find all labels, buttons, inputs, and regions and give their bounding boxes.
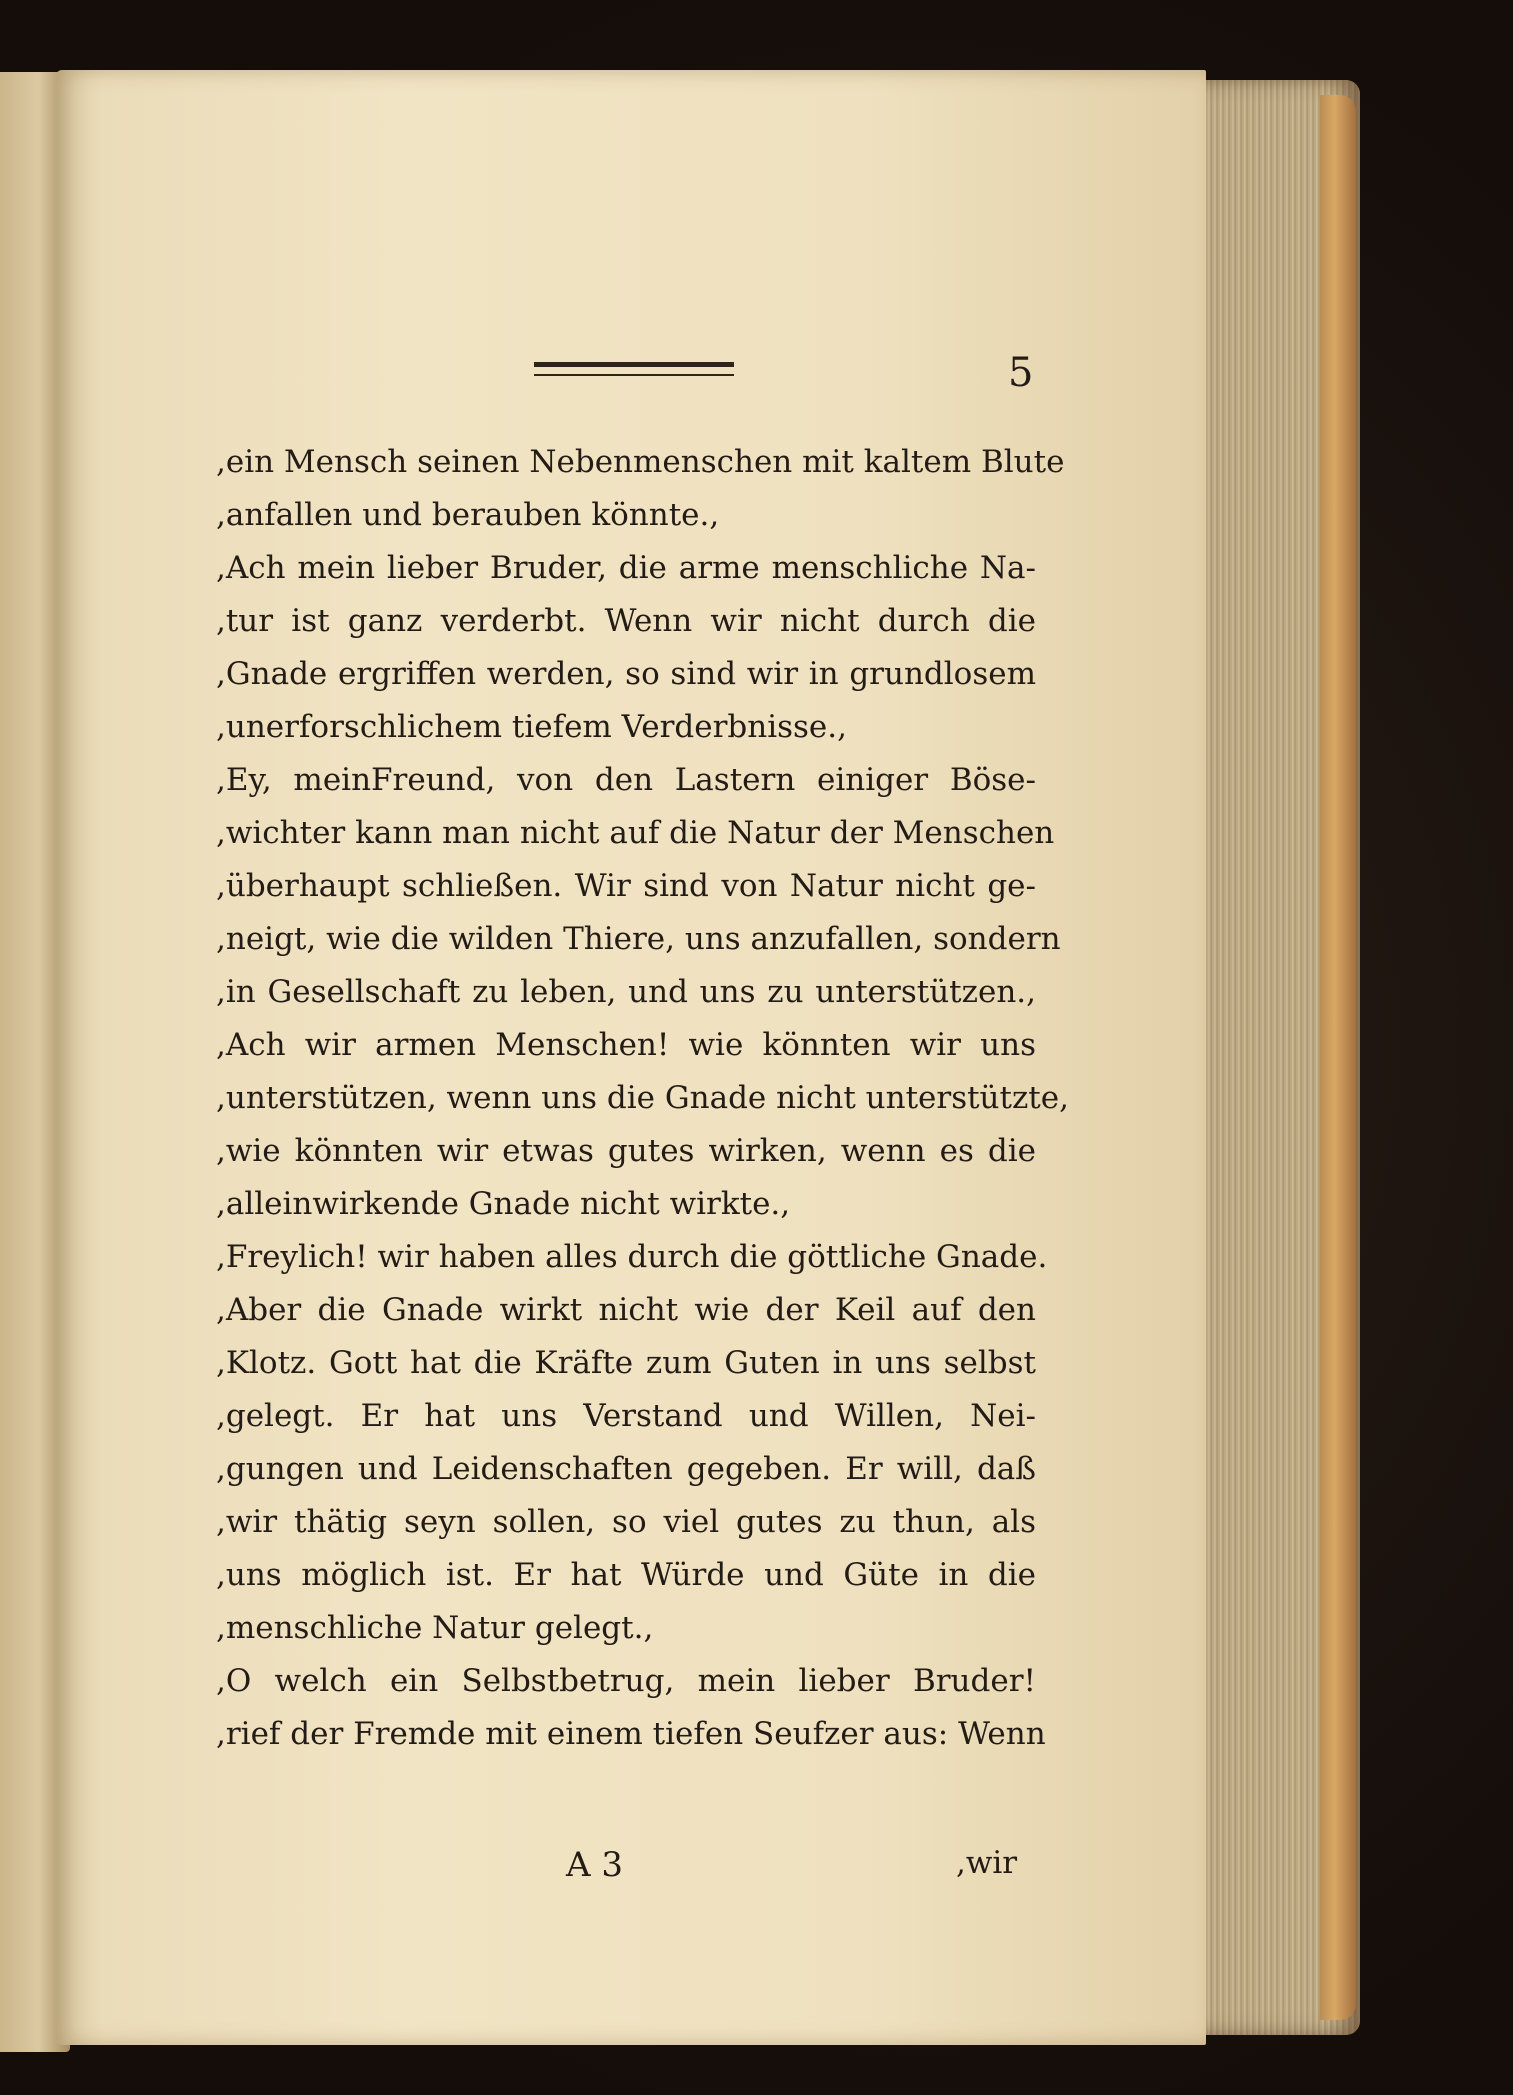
text-line: ,alleinwirkende Gnade nicht wirkte.,: [216, 1186, 791, 1222]
text-line: ,wie könnten wir etwas gutes wirken, wenn es die: [216, 1133, 1036, 1169]
signature-mark: A 3: [566, 1845, 623, 1885]
text-line: ,in Gesellschaft zu leben, und uns zu unterstützen.,: [216, 974, 1036, 1010]
text-line: ,wichter kann man nicht auf die Natur der Menschen: [216, 815, 1055, 851]
text-line: ,O welch ein Selbstbetrug, mein lieber Bruder!: [216, 1663, 1036, 1699]
text-line: ,gelegt. Er hat uns Verstand und Willen, Nei-: [216, 1398, 1036, 1434]
text-line: ,Ach mein lieber Bruder, die arme menschliche Na-: [216, 550, 1036, 586]
text-line: ,ein Mensch seinen Nebenmenschen mit kaltem Blute: [216, 444, 1065, 480]
text-line: ,Ey, meinFreund, von den Lastern einiger Böse-: [216, 762, 1036, 798]
text-line: ,unerforschlichem tiefem Verderbnisse.,: [216, 709, 847, 745]
text-line: ,gungen und Leidenschaften gegeben. Er will, daß: [216, 1451, 1036, 1487]
header-rule: [534, 362, 734, 376]
page-number: 5: [1008, 350, 1034, 396]
text-line: ,unterstützen, wenn uns die Gnade nicht unterstützte,: [216, 1080, 1069, 1116]
text-line: ,anfallen und berauben könnte.,: [216, 497, 720, 533]
text-line: ,überhaupt schließen. Wir sind von Natur nicht ge-: [216, 868, 1036, 904]
book-cover-edge: [1320, 95, 1356, 2020]
book-page: [56, 70, 1206, 2045]
text-line: ,Ach wir armen Menschen! wie könnten wir uns: [216, 1027, 1036, 1063]
text-line: ,tur ist ganz verderbt. Wenn wir nicht durch die: [216, 603, 1036, 639]
text-line: ,Freylich! wir haben alles durch die göttliche Gnade.: [216, 1239, 1048, 1275]
text-line: ,rief der Fremde mit einem tiefen Seufzer aus: Wenn: [216, 1716, 1046, 1752]
text-line: ,wir thätig seyn sollen, so viel gutes zu thun, als: [216, 1504, 1036, 1540]
text-line: ,Klotz. Gott hat die Kräfte zum Guten in uns selbst: [216, 1345, 1036, 1381]
text-block: [216, 436, 1069, 1761]
catchword: ,wir: [956, 1845, 1018, 1881]
text-line: ,uns möglich ist. Er hat Würde und Güte in die: [216, 1557, 1036, 1593]
text-line: ,neigt, wie die wilden Thiere, uns anzufallen, sondern: [216, 921, 1061, 957]
text-line: ,menschliche Natur gelegt.,: [216, 1610, 654, 1646]
text-line: ,Gnade ergriffen werden, so sind wir in grundlosem: [216, 656, 1036, 692]
text-line: ,Aber die Gnade wirkt nicht wie der Keil auf den: [216, 1292, 1036, 1328]
